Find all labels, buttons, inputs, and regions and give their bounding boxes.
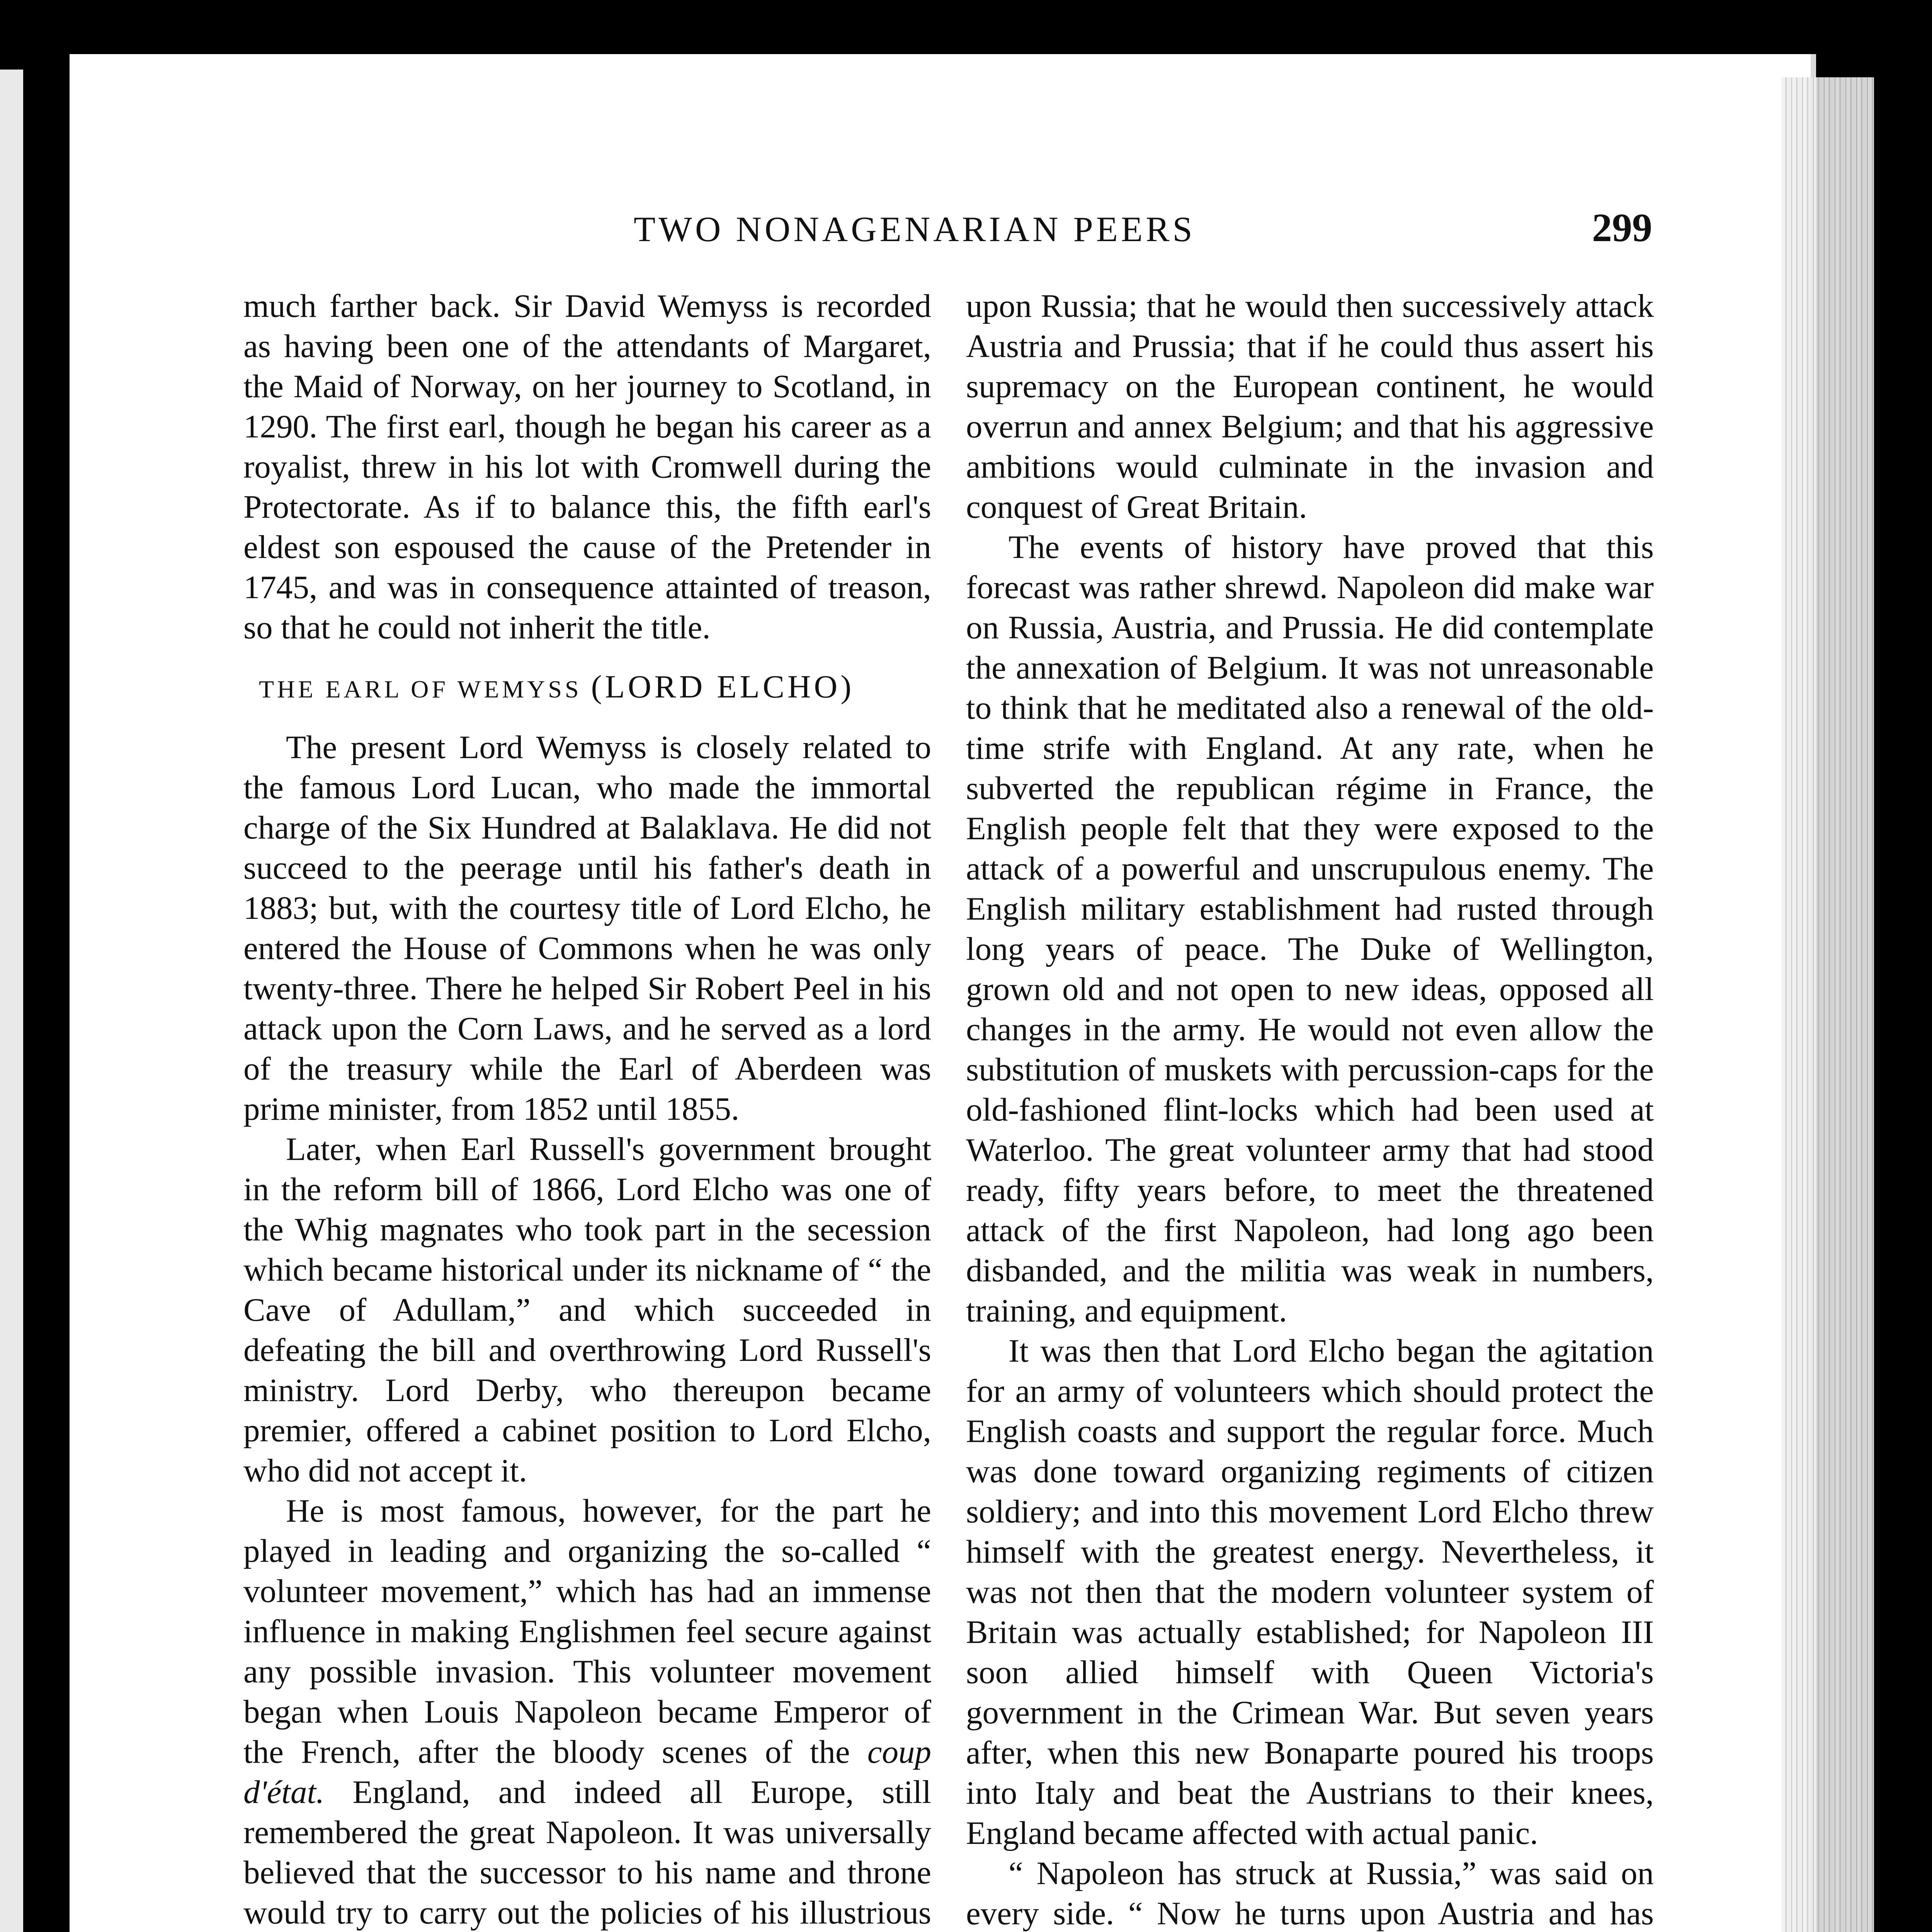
right-column [966,286,1654,1932]
page-edge-stack [1781,77,1874,1932]
left-column [243,286,931,1932]
scan-left-edge [0,70,23,1932]
paragraph: The events of history have proved that this forecast was rather shrewd. Napoleon did make war on Russia, Austria, and Prussia. He did contemplate the annexation of Belgium. It was not unreasonable to think that he meditated also a renewal of the old-time strife with England. At any rate, when he subverted the republican régime in France, the English people felt that they were exposed to the attack of a powerful and unscrupulous enemy. The English military establishment had rusted through long years of peace. The Duke of Wellington, grown old and not open to new ideas, opposed all changes in the army. He would not even allow the substitution of muskets with percussion-caps for the old-fashioned flint-locks which had been used at Waterloo. The great volunteer army that had stood ready, fifty years before, to meet the threatened attack of the first Napoleon, had long ago been disbanded, and the militia was weak in numbers, training, and equipment. [966,529,1654,1329]
section-heading-subtitle: (LORD ELCHO) [591,669,855,705]
paragraph: upon Russia; that he would then successively attack Austria and Prussia; that if he could thus assert his supremacy on the European continent, he would overrun and annex Belgium; and that his aggressive ambitions would culminate in the invasion and conquest of Great Britain. [966,288,1654,525]
paragraph: Later, when Earl Russell's government brought in the reform bill of 1866, Lord Elcho was one of the Whig magnates who took part in the secession which became historical under its nickname of “ the Cave of Adullam,” and which succeeded in defeating the bill and overthrowing Lord Russell's ministry. Lord Derby, who thereupon became premier, offered a cabinet position to Lord Elcho, who did not accept it. [243,1131,931,1489]
section-heading-text: THE EARL OF WEMYSS [259,675,582,703]
paragraph: “ Napoleon has struck at Russia,” was said on every side. “ Now he turns upon Austria and has [966,1855,1654,1932]
paragraph: much farther back. Sir David Wemyss is recorded as having been one of the attendants of Margaret, the Maid of Norway, on her journey to Scotland, in 1290. The first earl, though he began his career as a royalist, threw in his lot with Cromwell during the Protectorate. As if to balance this, the fifth earl's eldest son espoused the cause of the Pretender in 1745, and was in consequence attainted of treason, so that he could not inherit the title. [243,288,931,646]
running-title: TWO NONAGENARIAN PEERS [634,209,1196,249]
paragraph: The present Lord Wemyss is closely related to the famous Lord Lucan, who made the immortal charge of the Six Hundred at Balaklava. He did not succeed to the peerage until his father's death in 1883; but, with the courtesy title of Lord Elcho, he entered the House of Commons when he was only twenty-three. There he helped Sir Robert Peel in his attack upon the Corn Laws, and he served as a lord of the treasury while the Earl of Aberdeen was prime minister, from 1852 until 1855. [243,729,931,1127]
paragraph-text: He is most famous, however, for the part he played in leading and organizing the so-called “ volunteer movement,” which has had an immense influence in making Englishmen feel secure against any possible invasion. This volunteer movement began when Louis Napoleon became Emperor of the French, after the bloody scenes of the [243,1493,931,1770]
section-heading [259,671,931,706]
paragraph [243,1491,931,1932]
italic-phrase: coup d'état. [243,1734,931,1810]
paragraph: It was then that Lord Elcho began the agitation for an army of volunteers which should protect the English coasts and support the regular force. Much was done toward organizing regiments of citizen soldiery; and into this movement Lord Elcho threw himself with the greatest energy. Nevertheless, it was not then that the modern volunteer system of Britain was actually established; for Napoleon III soon allied himself with Queen Victoria's government in the Crimean War. But seven years after, when this new Bonaparte poured his troops into Italy and beat the Austrians to their knees, England became affected with actual panic. [966,1333,1654,1851]
paragraph-text: England, and indeed all Europe, still remembered the great Napoleon. It was universally believed that the successor to his name and throne would try to carry out the policies of his illustrious [243,1774,931,1931]
page-number: 299 [1592,206,1652,250]
